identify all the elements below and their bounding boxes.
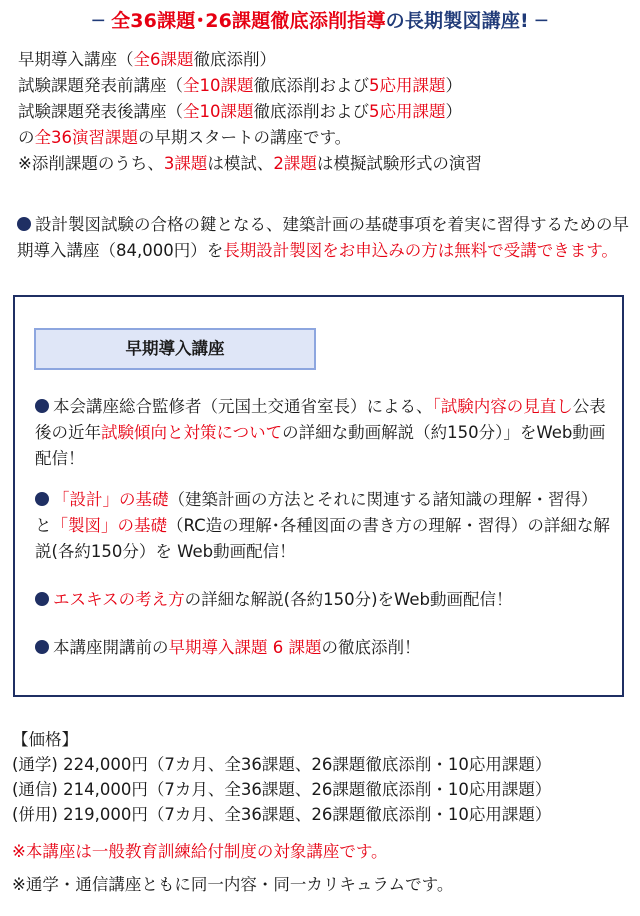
intro-line	[18, 47, 633, 73]
item-text: の詳細な解説(各約150分)をWeb動画配信！	[184, 590, 513, 609]
early-course-box	[13, 295, 624, 697]
bullet-icon	[17, 217, 31, 231]
intro-text: ）	[445, 76, 462, 95]
intro-text: 徹底添削および	[253, 102, 369, 121]
item-highlight: エスキスの考え方	[53, 590, 185, 609]
intro-line	[18, 151, 633, 177]
item-highlight: 「製図」の基礎	[51, 516, 167, 535]
box-item-2	[35, 487, 613, 565]
intro-text: ）	[445, 102, 462, 121]
bullet-icon	[35, 640, 49, 654]
intro-line	[18, 73, 633, 99]
intro-text: 早期導入講座（	[18, 50, 134, 69]
intro-highlight: 3課題	[163, 154, 208, 173]
item-highlight: 試験傾向と対策について	[101, 423, 283, 442]
intro-highlight: 全36演習課題	[34, 128, 138, 147]
item-text: の徹底添削！	[321, 638, 421, 657]
intro-text: 試験課題発表後講座（	[18, 102, 183, 121]
intro-text: 試験課題発表前講座（	[18, 76, 183, 95]
item-highlight: 「試験内容の見直し	[432, 397, 573, 416]
intro-text: 徹底添削および	[253, 76, 369, 95]
item-text: （RC造の理解･各種図面の書き方の理解・習得）の詳細な解説(各約150分）を Web動画配信！	[35, 516, 610, 561]
intro-line	[18, 125, 633, 151]
intro-highlight: 全6課題	[133, 50, 194, 69]
intro-highlight: 2課題	[273, 154, 317, 173]
bullet-icon	[35, 592, 49, 606]
intro-highlight: 5応用課題	[369, 102, 446, 121]
intro-text: 徹底添削）	[193, 50, 276, 69]
intro-highlight: 全10課題	[183, 102, 254, 121]
box-item-4	[35, 635, 613, 661]
lead-text: 設計製図試験の合格の鍵となる、建築計画の基礎事項を着実に習得するための早期導入講座（84,000円）を	[17, 215, 629, 260]
lead-highlight: 長期設計製図をお申込みの方は無料で受講できます。	[223, 241, 618, 260]
price-row: (通学) 224,000円（7カ月、全36課題、26課題徹底添削・10応用課題）	[12, 755, 552, 774]
price-row: (通信) 214,000円（7カ月、全36課題、26課題徹底添削・10応用課題）	[12, 780, 552, 799]
bullet-icon	[35, 492, 49, 506]
page-title	[0, 6, 640, 33]
price-section	[12, 727, 632, 827]
title-dash-left: ─	[92, 10, 105, 32]
item-text: 本会講座総合監修者（元国土交通省室長）による、	[53, 397, 433, 416]
intro-highlight: 5応用課題	[369, 76, 446, 95]
lead-paragraph	[17, 212, 632, 264]
title-dash-right: ─	[535, 10, 548, 32]
curriculum-note: ※通学・通信講座ともに同一内容・同一カリキュラムです。	[12, 875, 454, 894]
box-item-3	[35, 587, 613, 613]
intro-block	[18, 47, 633, 177]
intro-line	[18, 99, 633, 125]
early-course-tab: 早期導入講座	[34, 328, 316, 370]
intro-text: ※添削課題のうち、	[18, 154, 164, 173]
price-row: (併用) 219,000円（7カ月、全36課題、26課題徹底添削・10応用課題）	[12, 805, 552, 824]
item-text: 本講座開講前の	[53, 638, 169, 657]
item-text: の詳細な動画解説（約150分）」をWeb動画配信！	[35, 423, 606, 468]
item-highlight: 「設計」の基礎	[53, 490, 169, 509]
item-text: （建築計画の方法とそれに関連する諸知識の理解・習得）と	[35, 490, 598, 535]
intro-highlight: 全10課題	[183, 76, 254, 95]
intro-text: の早期スタートの講座です。	[138, 128, 352, 147]
price-heading: 【価格】	[12, 730, 78, 749]
bullet-icon	[35, 399, 49, 413]
intro-text: は模試、	[207, 154, 274, 173]
box-item-1	[35, 394, 613, 472]
item-text: 公表後の近年	[35, 397, 606, 442]
intro-text: は模擬試験形式の演習	[316, 154, 482, 173]
benefit-note: ※本講座は一般教育訓練給付制度の対象講座です。	[12, 842, 388, 861]
title-suffix: の長期製図講座!	[385, 10, 529, 32]
item-highlight: 早期導入課題 6 課題	[168, 638, 322, 657]
intro-text: の	[18, 128, 35, 147]
title-highlight: 全36課題･26課題徹底添削指導	[111, 10, 386, 32]
